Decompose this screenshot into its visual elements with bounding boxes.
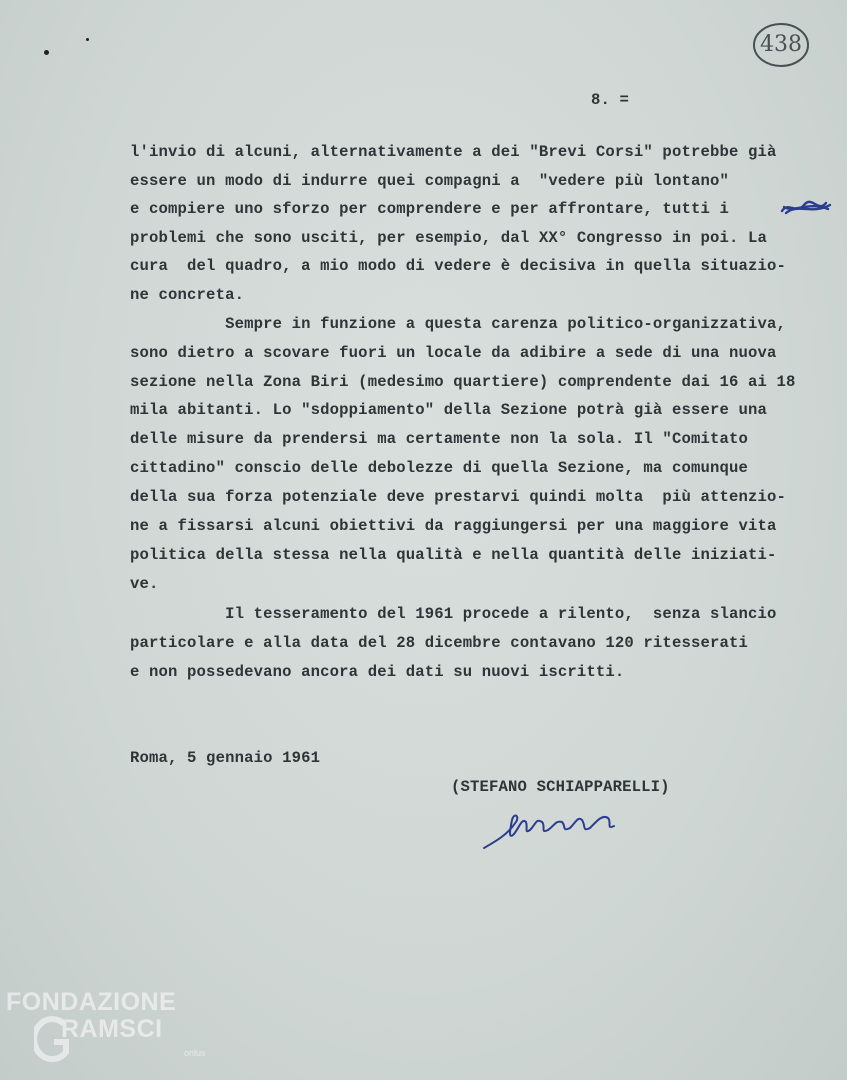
page-number: 8. = xyxy=(591,91,630,109)
text-line: cura del quadro, a mio modo di vedere è decisiva in quella situazio- xyxy=(130,257,787,275)
text-line: e non possedevano ancora dei dati su nuovi iscritti. xyxy=(130,663,625,681)
text-line: politica della stessa nella qualità e nella quantità delle iniziati- xyxy=(130,546,777,564)
archive-number-stamp xyxy=(750,20,810,70)
text-line: Sempre in funzione a questa carenza politico-organizzativa, xyxy=(130,315,787,333)
text-line: particolare e alla data del 28 dicembre contavano 120 ritesserati xyxy=(130,634,749,652)
text-line: ne concreta. xyxy=(130,286,245,304)
text-line: delle misure da prendersi ma certamente non la sola. Il "Comitato xyxy=(130,430,749,448)
text-line: e compiere uno sforzo per comprendere e per affrontare, tutti i xyxy=(130,200,729,218)
text-line: ve. xyxy=(130,575,159,593)
archive-number: 438 xyxy=(760,32,802,57)
text-line: mila abitanti. Lo "sdoppiamento" della Sezione potrà già essere una xyxy=(130,401,768,419)
scribble-correction-icon xyxy=(778,197,834,219)
watermark-line3: onlus xyxy=(184,1048,206,1058)
text-line: sono dietro a scovare fuori un locale da adibire a sede di una nuova xyxy=(130,344,777,362)
text-line: cittadino" conscio delle debolezze di quella Sezione, ma comunque xyxy=(130,459,749,477)
watermark-line1: FONDAZIONE xyxy=(6,988,177,1016)
text-line: sezione nella Zona Biri (medesimo quartiere) comprendente dai 16 ai 18 xyxy=(130,373,796,391)
ink-speck xyxy=(86,38,89,41)
place-date: Roma, 5 gennaio 1961 xyxy=(130,749,321,767)
text-line: problemi che sono usciti, per esempio, dal XX° Congresso in poi. La xyxy=(130,229,768,247)
signatory-name: (STEFANO SCHIAPPARELLI) xyxy=(451,778,670,796)
text-line: Il tesseramento del 1961 procede a rilento, senza slancio xyxy=(130,605,777,623)
watermark-line2: RAMSCI xyxy=(61,1015,163,1043)
text-line: l'invio di alcuni, alternativamente a dei "Brevi Corsi" potrebbe già xyxy=(130,143,777,161)
text-line: essere un modo di indurre quei compagni a "vedere più lontano" xyxy=(130,172,729,190)
archive-watermark xyxy=(6,988,216,1076)
text-line: della sua forza potenziale deve prestarvi quindi molta più attenzio- xyxy=(130,488,787,506)
ink-speck xyxy=(44,50,49,55)
handwritten-signature-icon xyxy=(478,800,628,860)
text-line: ne a fissarsi alcuni obiettivi da raggiungersi per una maggiore vita xyxy=(130,517,777,535)
